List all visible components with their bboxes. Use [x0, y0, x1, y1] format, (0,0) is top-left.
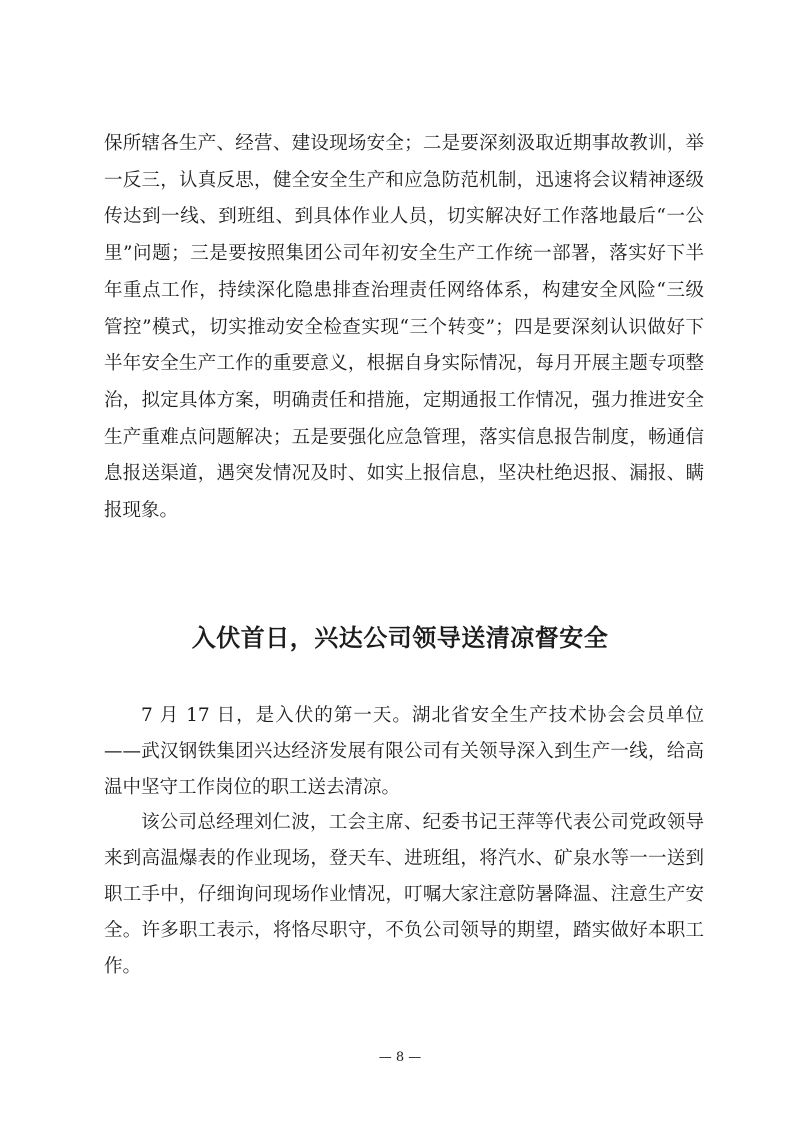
body-paragraph-2: 该公司总经理刘仁波，工会主席、纪委书记王萍等代表公司党政领导来到高温爆表的作业现场，登天车、进班组，将汽水、矿泉水等一一送到职工手中，仔细询问现场作业情况，叮嘱大家注意防暑降温、注意生产安全。许多职工表示，将恪尽职守，不负公司领导的期望，踏实做好本职工作。 — [104, 812, 704, 977]
article-title: 入伏首日，兴达公司领导送清凉督安全 — [191, 624, 609, 652]
page-number: — 8 — — [378, 1050, 422, 1065]
article-body — [104, 698, 704, 984]
continuation-paragraph: 保所辖各生产、经营、建设现场安全；二是要深刻汲取近期事故教训，举一反三，认真反思，健全安全生产和应急防范机制，迅速将会议精神逐级传达到一线、到班组、到具体作业人员，切实解决好工作落地最后“一公里”问题；三是要按照集团公司年初安全生产工作统一部署，落实好下半年重点工作，持续深化隐患排查治理责任网络体系，构建安全风险“三级管控”模式，切实推动安全检查实现“三个转变”；四是要深刻认识做好下半年安全生产工作的重要意义，根据自身实际情况，每月开展主题专项整治，拟定具体方案，明确责任和措施，定期通报工作情况，强力推进安全生产重难点问题解决；五是要强化应急管理，落实信息报告制度，畅通信息报送渠道，遇突发情况及时、如实上报信息，坚决杜绝迟报、漏报、瞒报现象。 — [104, 133, 704, 522]
article-continuation — [104, 126, 704, 530]
body-paragraph-1: 7 月 17 日，是入伏的第一天。湖北省安全生产技术协会会员单位——武汉钢铁集团兴达经济发展有限公司有关领导深入到生产一线，给高温中坚守工作岗位的职工送去清凉。 — [104, 705, 704, 798]
